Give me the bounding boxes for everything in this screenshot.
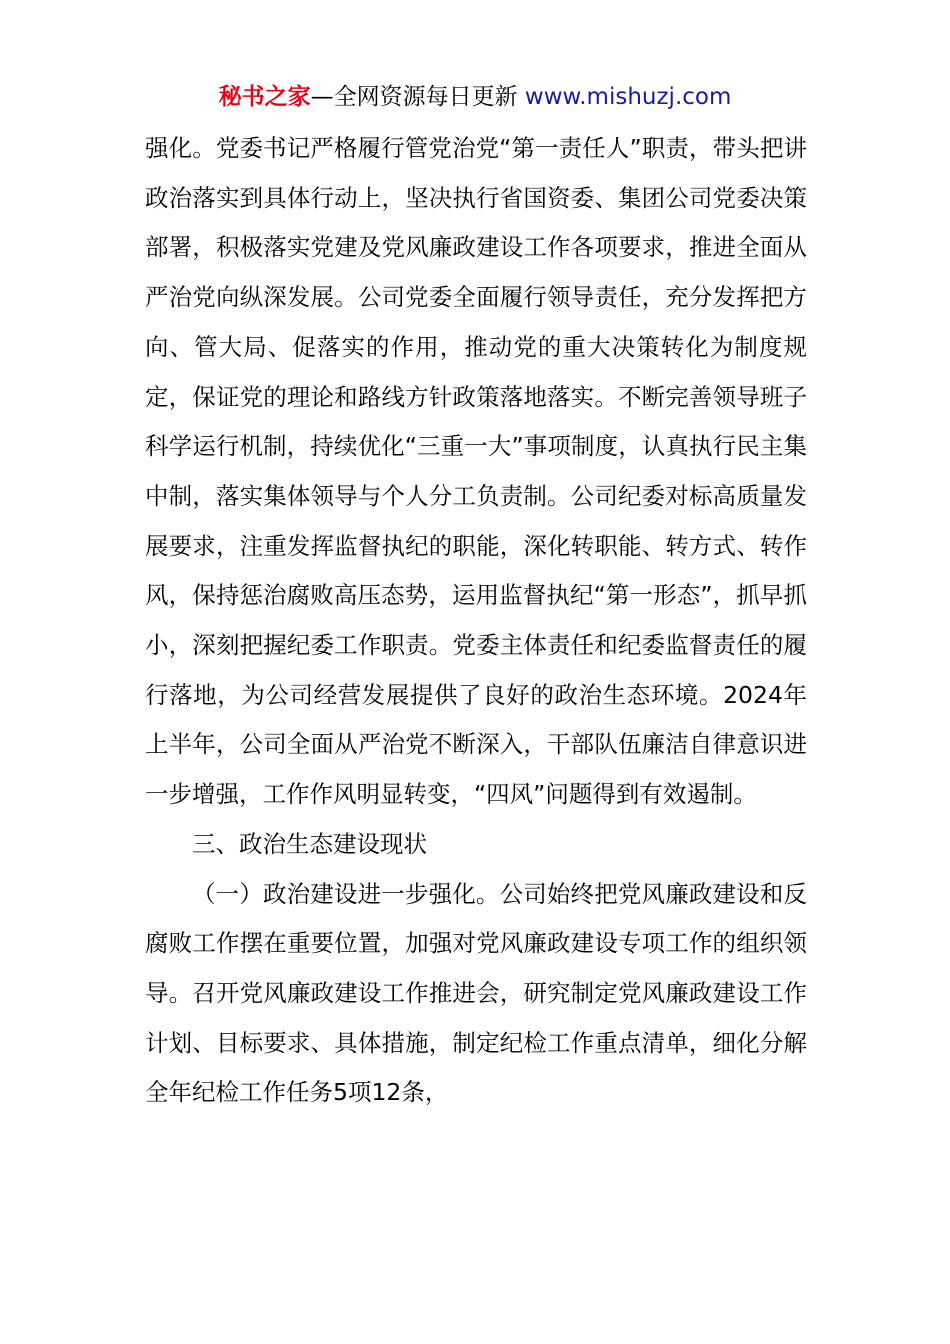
site-header xyxy=(0,82,950,112)
paragraph-political-construction: （一）政治建设进一步强化。公司始终把党风廉政建设和反腐败工作摆在重要位置，加强对党风廉政建设专项工作的组织领导。召开党风廉政建设工作推进会，研究制定党风廉政建设工作计划、目标要求、具体措施，制定纪检工作重点清单，细化分解全年纪检工作任务5项12条， xyxy=(145,879,807,1107)
document-body xyxy=(145,124,807,1118)
section-heading: 三、政治生态建设现状 xyxy=(192,829,427,858)
site-brand: 秘书之家 xyxy=(218,84,311,110)
site-url-link[interactable]: www.mishuzj.com xyxy=(524,84,732,110)
site-tagline: —全网资源每日更新 xyxy=(310,84,525,110)
paragraph-continuation: 强化。党委书记严格履行管党治党“第一责任人”职责，带头把讲政治落实到具体行动上，坚决执行省国资委、集团公司党委决策部署，积极落实党建及党风廉政建设工作各项要求，推进全面从严治党向纵深发展。公司党委全面履行领导责任，充分发挥把方向、管大局、促落实的作用，推动党的重大决策转化为制度规定，保证党的理论和路线方针政策落地落实。不断完善领导班子科学运行机制，持续优化“三重一大”事项制度，认真执行民主集中制，落实集体领导与个人分工负责制。公司纪委对标高质量发展要求，注重发挥监督执纪的职能，深化转职能、转方式、转作风，保持惩治腐败高压态势，运用监督执纪“第一形态”，抓早抓小，深刻把握纪委工作职责。党委主体责任和纪委监督责任的履行落地，为公司经营发展提供了良好的政治生态环境。2024年上半年，公司全面从严治党不断深入，干部队伍廉洁自律意识进一步增强，工作作风明显转变，“四风”问题得到有效遏制。 xyxy=(145,134,807,809)
